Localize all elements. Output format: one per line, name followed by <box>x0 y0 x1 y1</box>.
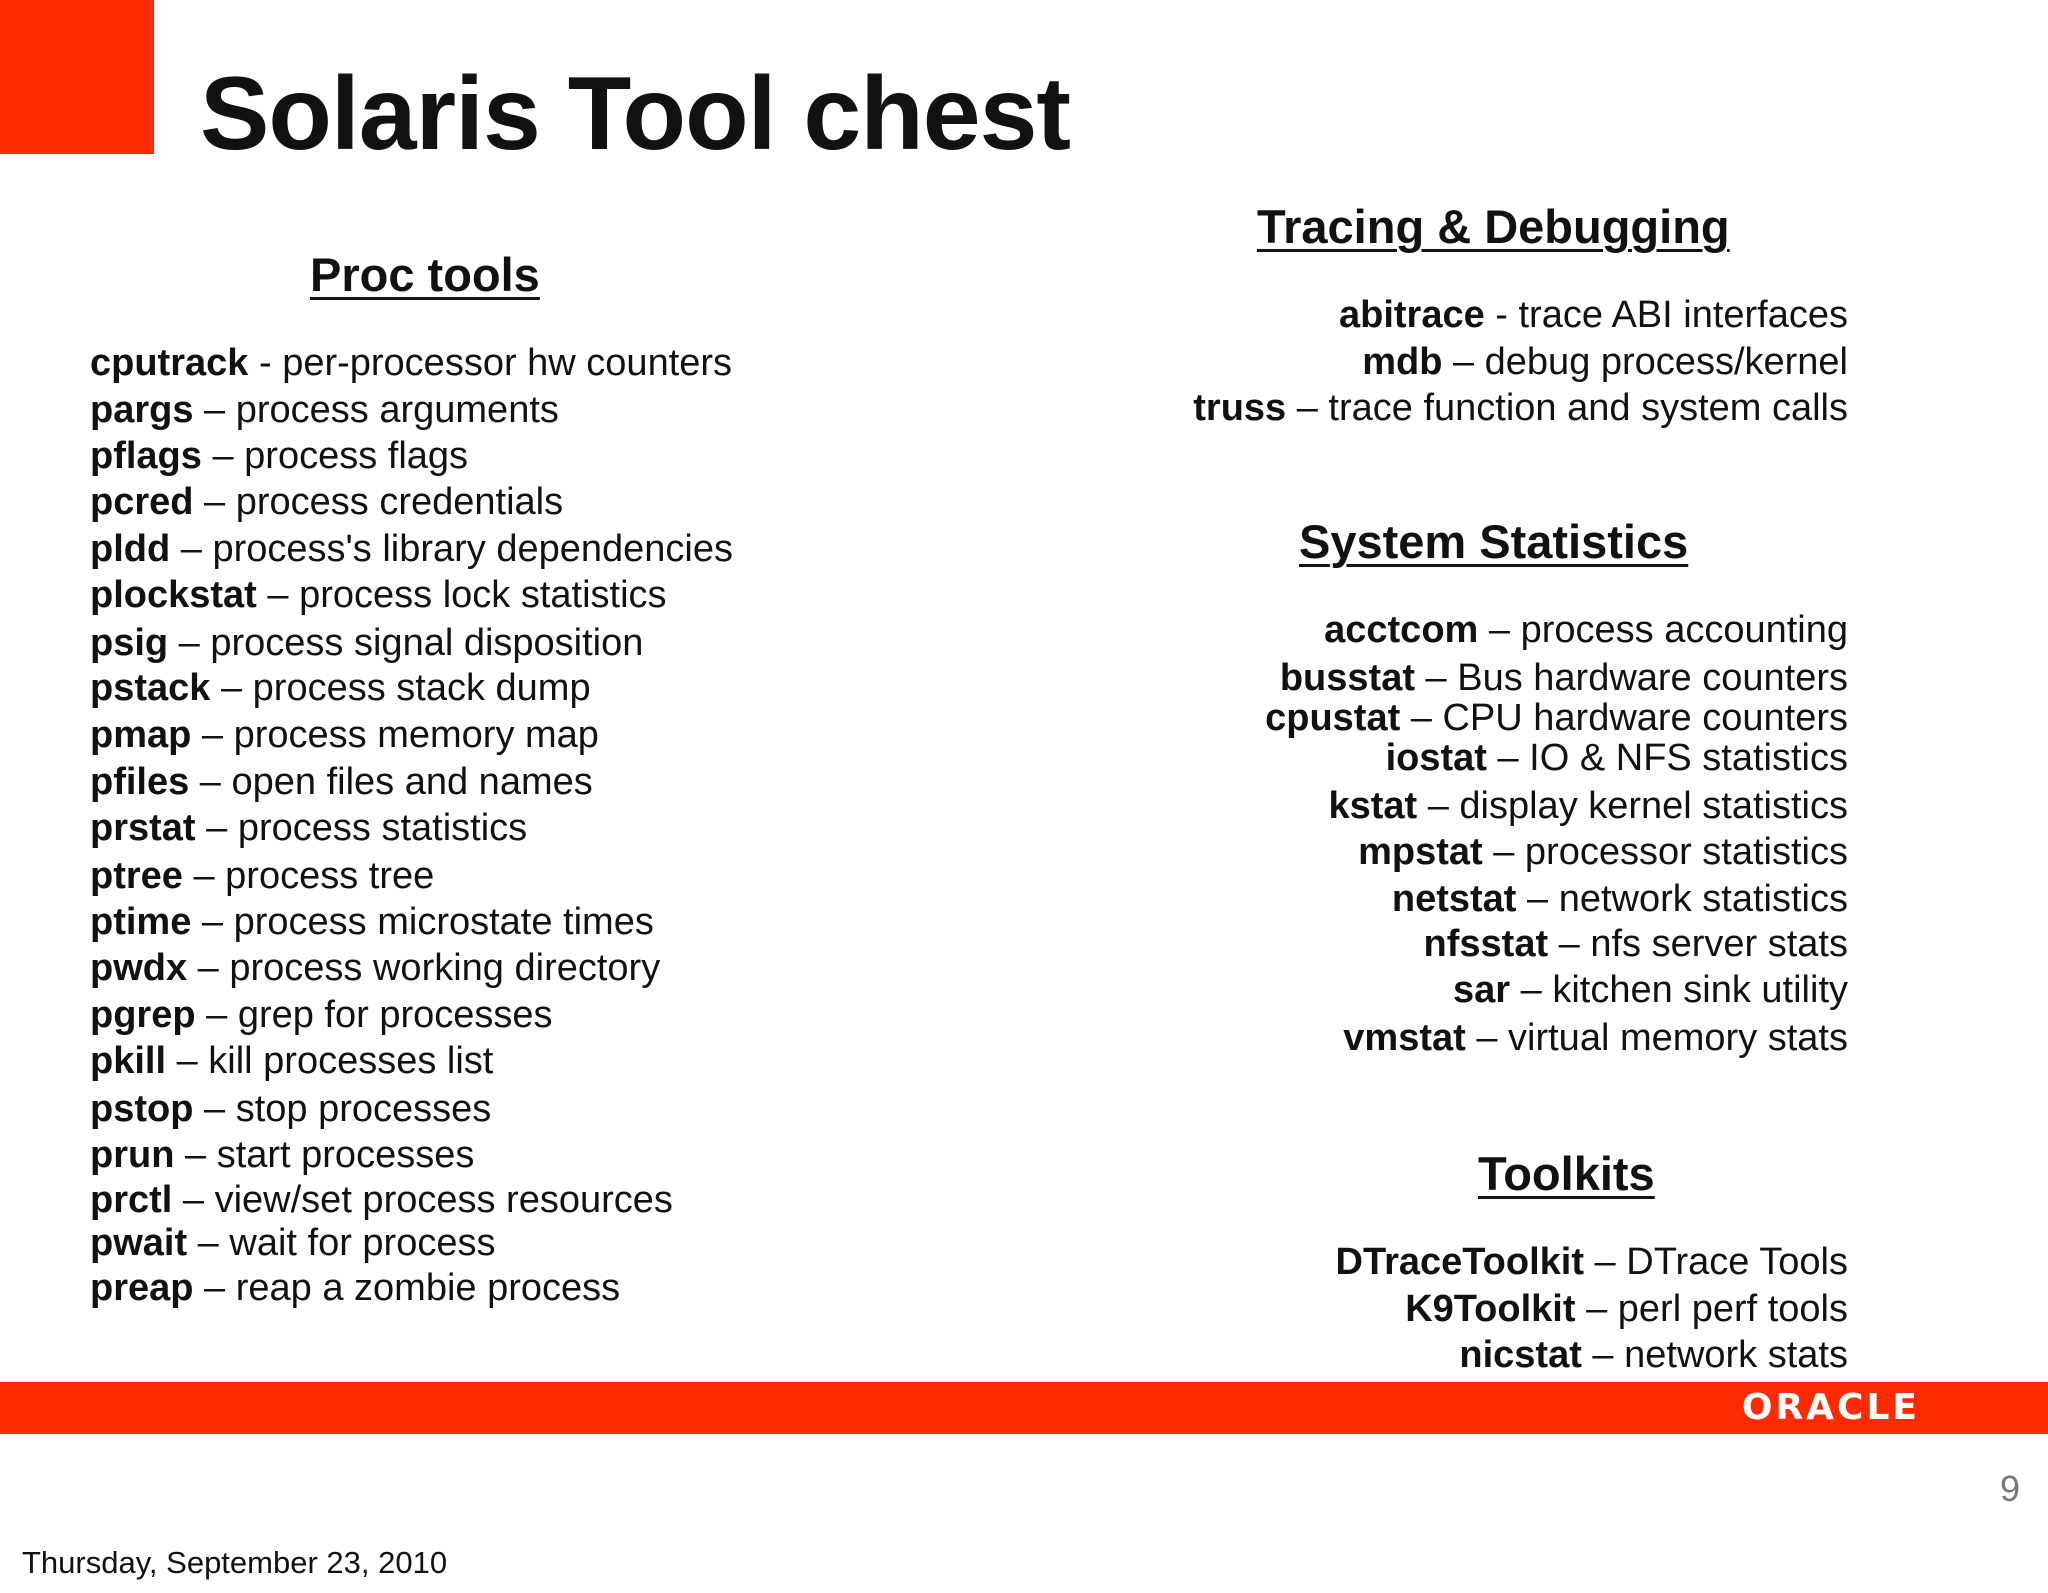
tool-description: virtual memory stats <box>1508 1017 1848 1059</box>
tool-command: pflags <box>90 435 202 477</box>
tool-command: K9Toolkit <box>1405 1288 1576 1330</box>
tool-description: start processes <box>216 1134 475 1176</box>
tool-entry <box>90 624 643 662</box>
tool-separator: – <box>170 528 213 570</box>
tool-separator: – <box>1482 831 1525 873</box>
tool-separator: – <box>193 481 236 523</box>
tool-separator: - <box>1484 294 1519 336</box>
tool-separator: – <box>1442 341 1485 383</box>
tool-separator: – <box>187 1222 230 1264</box>
tool-command: nicstat <box>1459 1334 1582 1376</box>
tool-separator: – <box>182 855 226 897</box>
footer-date: Thursday, September 23, 2010 <box>22 1545 448 1580</box>
tool-description: process's library dependencies <box>212 528 733 570</box>
tool-description: process signal disposition <box>210 622 644 664</box>
tool-command: pkill <box>90 1040 167 1082</box>
tool-separator: – <box>1465 1017 1509 1059</box>
tool-entry <box>1358 833 1848 871</box>
tool-command: cputrack <box>90 342 249 384</box>
tool-description: open files and names <box>231 761 593 803</box>
tool-command: prun <box>90 1134 175 1176</box>
tool-entry <box>90 1224 495 1262</box>
tool-separator: – <box>1286 387 1329 429</box>
tool-description: DTrace Tools <box>1626 1241 1848 1283</box>
tool-separator: – <box>174 1134 217 1176</box>
tool-entry <box>1392 880 1848 918</box>
tool-separator: – <box>1478 609 1521 651</box>
tool-separator: – <box>1400 697 1443 739</box>
tool-separator: – <box>166 1040 209 1082</box>
tool-separator: – <box>193 389 236 431</box>
tool-description: wait for process <box>229 1222 496 1264</box>
tool-command: ptime <box>90 901 192 943</box>
tool-separator: – <box>193 1088 236 1130</box>
tool-command: pwdx <box>90 947 188 989</box>
tool-command: pcred <box>90 481 194 523</box>
tool-description: debug process/kernel <box>1484 341 1848 383</box>
tool-command: iostat <box>1385 737 1487 779</box>
tool-description: process lock statistics <box>299 574 667 616</box>
tool-command: mpstat <box>1358 831 1483 873</box>
tool-separator: – <box>191 714 234 756</box>
tool-separator: – <box>1581 1334 1625 1376</box>
tool-entry <box>1362 343 1848 381</box>
tool-command: pstop <box>90 1088 194 1130</box>
tool-description: display kernel statistics <box>1459 785 1848 827</box>
tool-entry <box>90 669 591 707</box>
oracle-logo: ORACLE <box>1741 1387 1920 1428</box>
tool-description: process tree <box>225 855 435 897</box>
tool-entry <box>90 763 593 801</box>
tool-command: ptree <box>90 855 183 897</box>
tool-description: process arguments <box>235 389 559 431</box>
tool-separator: – <box>1575 1288 1618 1330</box>
tool-command: nfsstat <box>1423 923 1549 965</box>
tool-entry <box>90 437 468 475</box>
tool-command: kstat <box>1328 785 1418 827</box>
tool-entry <box>1265 699 1848 737</box>
tool-command: truss <box>1193 387 1287 429</box>
tool-separator: – <box>172 1179 215 1221</box>
tool-command: pmap <box>90 714 192 756</box>
tool-separator: – <box>191 901 234 943</box>
tool-command: vmstat <box>1343 1017 1466 1059</box>
tool-description: network statistics <box>1558 878 1848 920</box>
tool-description: process microstate times <box>233 901 654 943</box>
tool-description: grep for processes <box>237 994 553 1036</box>
tool-entry <box>1343 1019 1848 1057</box>
tool-description: stop processes <box>235 1088 492 1130</box>
tool-separator: – <box>1414 657 1458 699</box>
tool-entry <box>1453 971 1848 1009</box>
tool-description: per-processor hw counters <box>282 342 733 384</box>
tool-command: acctcom <box>1324 609 1479 651</box>
tool-separator: – <box>1417 785 1460 827</box>
tool-separator: – <box>189 761 232 803</box>
tool-separator: – <box>1516 878 1559 920</box>
tool-command: pgrep <box>90 994 196 1036</box>
tool-entry <box>1324 611 1848 649</box>
tool-separator: – <box>201 435 245 477</box>
system-statistics-heading: System Statistics <box>1299 515 1689 568</box>
tool-command: sar <box>1453 969 1511 1011</box>
tool-command: prstat <box>90 807 196 849</box>
tool-separator: – <box>187 947 230 989</box>
tool-entry <box>90 530 733 568</box>
tool-separator: – <box>195 807 238 849</box>
tool-separator: – <box>1584 1241 1627 1283</box>
tool-description: network stats <box>1624 1334 1848 1376</box>
page-number: 9 <box>1999 1468 2020 1509</box>
tool-command: pfiles <box>90 761 190 803</box>
tool-entry <box>1336 1243 1848 1281</box>
proc-tools-heading: Proc tools <box>310 248 540 301</box>
tool-command: abitrace <box>1338 294 1485 336</box>
tool-separator: – <box>210 667 253 709</box>
tracing-debugging-heading: Tracing & Debugging <box>1257 200 1730 253</box>
tool-entry <box>90 391 559 429</box>
tool-description: process stack dump <box>252 667 591 709</box>
tool-entry <box>90 903 654 941</box>
tool-description: CPU hardware counters <box>1442 697 1848 739</box>
tool-entry <box>1459 1336 1848 1374</box>
tool-description: Bus hardware counters <box>1457 657 1848 699</box>
tool-entry <box>90 1136 474 1174</box>
tool-description: trace function and system calls <box>1328 387 1848 429</box>
tool-entry <box>90 1090 491 1128</box>
tool-entry <box>90 483 563 521</box>
tool-separator: – <box>168 622 211 664</box>
tool-description: perl perf tools <box>1617 1288 1848 1330</box>
tool-command: preap <box>90 1267 194 1309</box>
tool-command: netstat <box>1391 878 1517 920</box>
toolkits-heading: Toolkits <box>1478 1147 1655 1200</box>
tool-entry <box>90 344 732 382</box>
tool-entry <box>90 576 667 614</box>
tool-entry <box>90 949 660 987</box>
tool-command: prctl <box>90 1179 173 1221</box>
tool-entry <box>90 1269 620 1307</box>
tool-separator: – <box>256 574 300 616</box>
tool-command: cpustat <box>1265 697 1401 739</box>
tool-entry <box>1280 659 1848 697</box>
tool-command: pargs <box>90 389 194 431</box>
tool-description: processor statistics <box>1524 831 1848 873</box>
tool-description: nfs server stats <box>1590 923 1848 965</box>
tool-entry <box>90 809 527 847</box>
tool-description: process flags <box>244 435 469 477</box>
tool-entry <box>1328 787 1848 825</box>
tool-description: view/set process resources <box>214 1179 673 1221</box>
tool-separator: - <box>248 342 283 384</box>
tool-separator: – <box>1510 969 1553 1011</box>
slide-title: Solaris Tool chest <box>200 56 1071 172</box>
tool-command: mdb <box>1362 341 1443 383</box>
tool-command: pldd <box>90 528 171 570</box>
tool-description: process accounting <box>1520 609 1848 651</box>
tool-description: process working directory <box>229 947 661 989</box>
tool-description: kitchen sink utility <box>1552 969 1848 1011</box>
tool-description: trace ABI interfaces <box>1518 294 1848 336</box>
tool-description: process statistics <box>237 807 528 849</box>
tool-entry <box>90 857 434 895</box>
tool-entry <box>1193 389 1848 427</box>
tool-entry <box>1424 925 1848 963</box>
corner-accent-square <box>0 0 154 154</box>
tool-description: process credentials <box>235 481 564 523</box>
tool-description: IO & NFS statistics <box>1529 737 1848 779</box>
tool-command: pwait <box>90 1222 188 1264</box>
tool-description: kill processes list <box>208 1040 494 1082</box>
tool-description: reap a zombie process <box>235 1267 621 1309</box>
tool-entry <box>90 1181 673 1219</box>
tool-entry <box>1405 1290 1848 1328</box>
tool-entry <box>1339 296 1848 334</box>
footer-bar <box>0 1382 2048 1434</box>
tool-separator: – <box>1486 737 1530 779</box>
tool-command: busstat <box>1279 657 1415 699</box>
tool-separator: – <box>195 994 238 1036</box>
tool-command: psig <box>90 622 169 664</box>
tool-description: process memory map <box>233 714 599 756</box>
tool-entry <box>1386 739 1848 777</box>
tool-separator: – <box>193 1267 236 1309</box>
tool-entry <box>90 996 553 1034</box>
tool-command: plockstat <box>90 574 257 616</box>
tool-entry <box>90 716 599 754</box>
tool-command: DTraceToolkit <box>1335 1241 1584 1283</box>
tool-entry <box>90 1042 493 1080</box>
tool-command: pstack <box>90 667 211 709</box>
tool-separator: – <box>1548 923 1591 965</box>
